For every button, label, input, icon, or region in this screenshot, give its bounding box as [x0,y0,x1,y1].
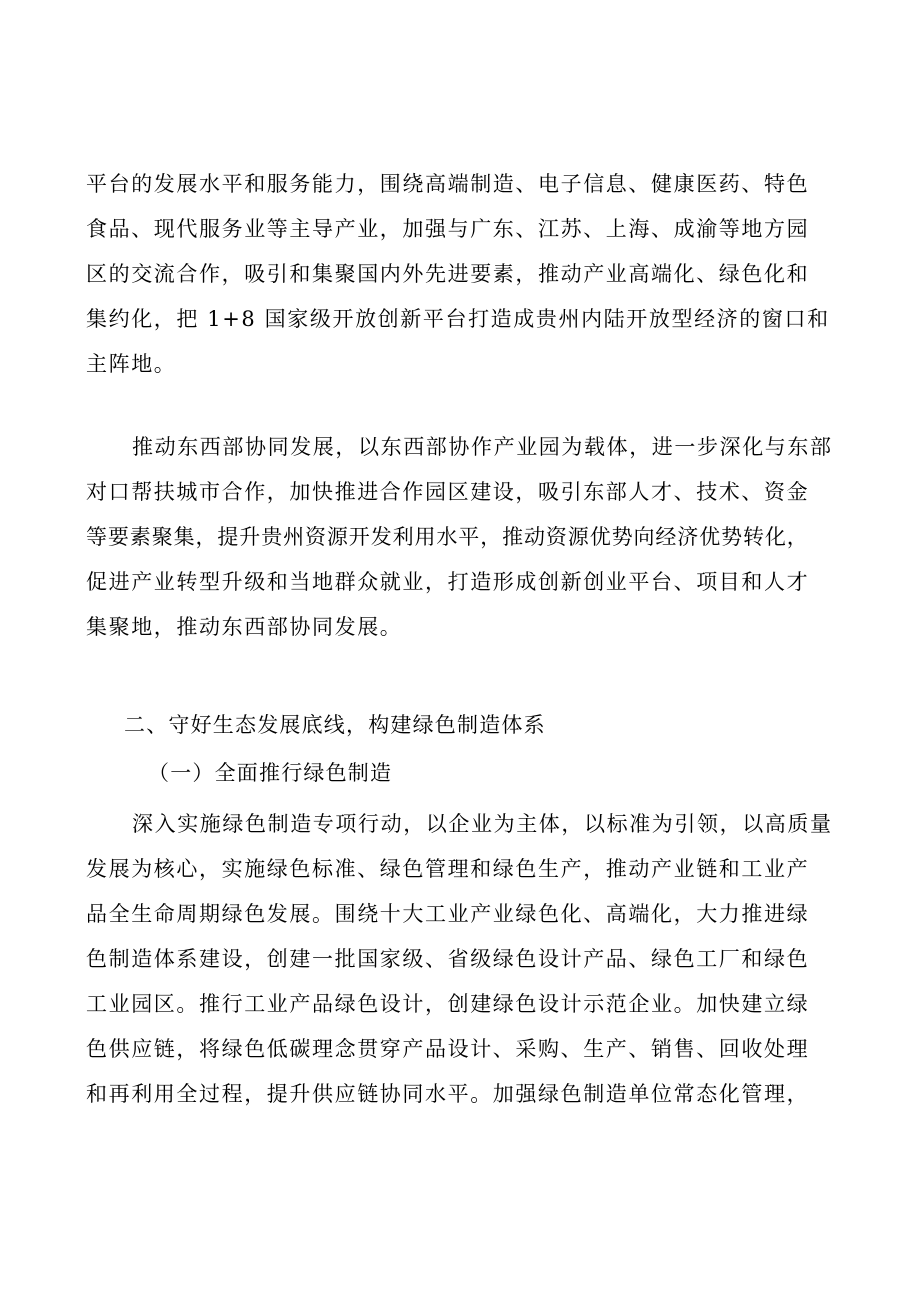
section-heading: 二、守好生态发展底线，构建绿色制造体系 [124,713,546,737]
text-line: 和再利用全过程，提升供应链协同水平。加强绿色制造单位常态化管理， [86,1082,810,1106]
text-line: 对口帮扶城市合作，加快推进合作园区建设，吸引东部人才、技术、资金 [86,480,810,504]
paragraph-east-west-cooperation [86,425,846,650]
text-line: 主阵地。 [86,352,177,376]
paragraph-green-manufacturing [86,802,846,1117]
text-line: 区的交流合作，吸引和集聚国内外先进要素，推动产业高端化、绿色化和 [86,262,810,286]
text-line: 食品、现代服务业等主导产业，加强与广东、江苏、上海、成渝等地方园 [86,217,810,241]
text-line: 发展为核心，实施绿色标准、绿色管理和绿色生产，推动产业链和工业产 [86,857,810,881]
text-line: 促进产业转型升级和当地群众就业，打造形成创新创业平台、项目和人才 [86,570,810,594]
paragraph-open-platform [86,162,846,387]
text-line: 集聚地，推动东西部协同发展。 [86,615,403,639]
text-line: 平台的发展水平和服务能力，围绕高端制造、电子信息、健康医药、特色 [86,172,810,196]
text-line: 色供应链，将绿色低碳理念贯穿产品设计、采购、生产、销售、回收处理 [86,1037,810,1061]
text-line: 推动东西部协同发展，以东西部协作产业园为载体，进一步深化与东部 [132,435,833,459]
text-line: 等要素聚集，提升贵州资源开发利用水平，推动资源优势向经济优势转化， [86,525,809,549]
text-line: 品全生命周期绿色发展。围绕十大工业产业绿色化、高端化，大力推进绿 [86,902,810,926]
subsection-heading: （一）全面推行绿色制造 [148,761,393,785]
text-line: 色制造体系建设，创建一批国家级、省级绿色设计产品、绿色工厂和绿色 [86,947,810,971]
text-line: 集约化，把 1+8 国家级开放创新平台打造成贵州内陆开放型经济的窗口和 [86,307,830,331]
text-line: 深入实施绿色制造专项行动，以企业为主体，以标准为引领，以高质量 [132,812,833,836]
text-line: 工业园区。推行工业产品绿色设计，创建绿色设计示范企业。加快建立绿 [86,992,810,1016]
